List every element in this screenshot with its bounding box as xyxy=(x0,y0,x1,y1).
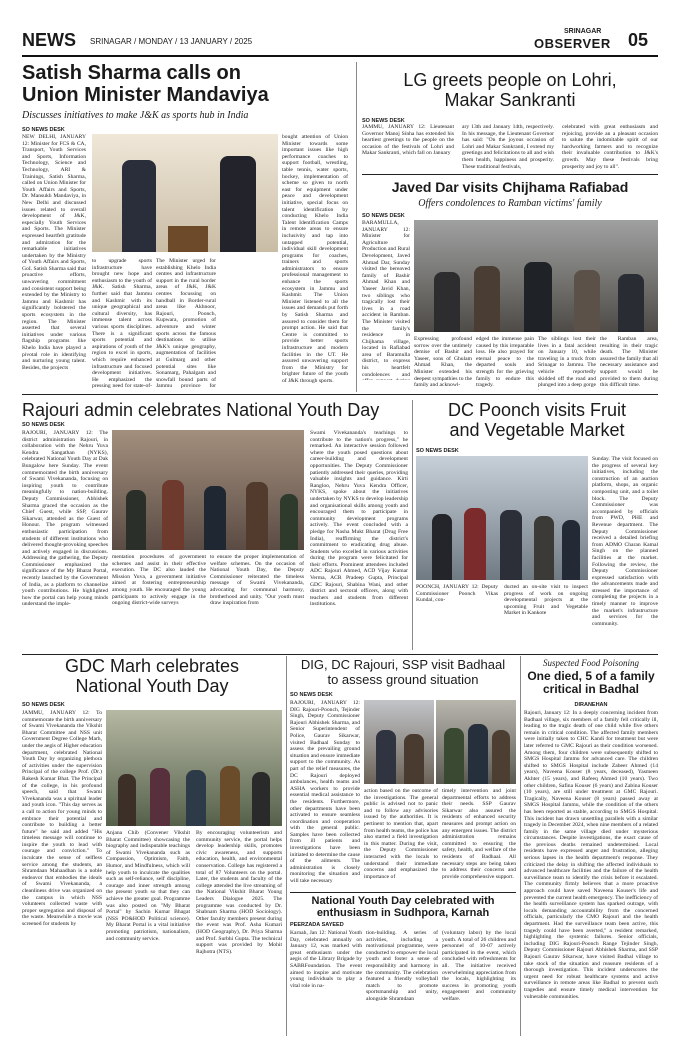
header-rule xyxy=(22,55,658,57)
a7-col2: action based on the outcome of the investigations. The general public is advised not to panic and to follow any advisories issued by the authorities. It is pertinent to mention that, apart from health teams, the police has also started a field investigation in this matter. During the visit, the Deputy Commissioner interacted with the locals to understand their immediate concerns and emphasized the importance of xyxy=(364,788,438,880)
a5-col1: POONCH, JANUARY 12: Deputy Commissioner Poonch Vikas Kundal, con- xyxy=(416,584,498,604)
divider xyxy=(520,656,521,1036)
a4-headline: Rajouri admin celebrates National Youth Day xyxy=(22,400,380,420)
a3-headline: Javed Dar visits Chijhama Rafiabad xyxy=(391,179,629,195)
a5-col3: Sunday. The visit focused on the progress of several key initiatives, including the construction of an auction platform, shops, an organic composting unit, and a toilet block. The Deputy Commissioner was accompanied by officials from PWD, PHE and Revenue department. The Deputy Commissioner received a detailed briefing from ADMO Charan Kamal Singh on the planned facilities at the market. Following the review, the Deputy Commissioner expressed satisfaction with the advancements made and stressed the importance of completing the projects in a timely manner to improve the market's infrastructure and services for the community. xyxy=(592,456,658,627)
a6-headline xyxy=(22,656,282,696)
a1-col4: bought attention of Union Minister towards some important issues like high performance coaches to support football, wrestling, table tennis, water sports, hockey, implementation of scheme so given to north east for equipment under peace and development initiative, special focus on talent identification by conducting Khelo India Talent Identification Camps in remote areas to ensure inclusivity and tap into untapped potential, individual skill development programs for coaches, trainers and sports administrators to ensure professional management to enhance the sports ecosystem in Jammu and Kashmir. The Union Minister listened to all the issues and demands put forth by Satish Sharma and assured to consider them for prompt action. He said that Centre is committed to provide better sports infrastructure and modern facilities in the UT. He assured unwavering support from the Ministry for brighter future of the youth of J&K through sports. xyxy=(282,134,348,384)
a3-col5: the Ramban area, resulting in their tragic death. The Minister assured the family that all necessary assistance and support would be provided to them during this difficult time. xyxy=(600,336,658,389)
a4-photo xyxy=(112,430,304,550)
a2-headline-line1: LG greets people on Lohri, xyxy=(403,70,617,90)
a5-headline xyxy=(416,400,658,440)
a2-col2: ary 13th and January 14th, respectively. In his message, the Lieutenant Governor has said: "On the joyous occasion of Lohri and Makar Sankranti, I extend my greetings and felicitations to all and wish them health, happiness and prosperity. These traditional festivals, xyxy=(462,124,554,170)
divider xyxy=(286,656,287,1036)
a7-col3: timely intervention and joint departmental efforts to address their needs. SSP Gaurav Sikarwar also assured the residents of enhanced security measures and prompt action on any emergent issues. The district administration remains committed to ensuring the safety, health, and welfare of the residents of Badhaal. All necessary steps are being taken to address their concerns and provide comprehensive support. xyxy=(442,788,516,880)
a1-desk: SO NEWS DESK xyxy=(22,127,65,133)
section-label: NEWS xyxy=(22,30,76,50)
a3-col3: edged the immense pain caused by this irreparable loss. He also prayed for eternal peace to the departed souls and strength for the grieving family to endure this tragedy. xyxy=(476,336,534,389)
a7-desk: SO NEWS DESK xyxy=(290,692,333,698)
a9-headline-line2: critical in Badhal xyxy=(542,682,640,697)
a6-col2: Anjana Chib (Convener Vikshit Bharat Committee) showcasing the biography and indisputable teachings of Swami Vivekananda such as Compassion, Optimism, Faith, Humor, and Mindfulness, which will help youth to inculcate the qualities such as self-reliance, self discipline, courage and inner strength among the present youth so that they can achieve the greater goal. Programme was also posted on "My Bharat Portal" by Sachin Kumar Bhagat (NSS PO&HOD Political science). My Bharat Portal is a vital initiative promoting patriotism, nationalism, and community service. xyxy=(106,830,190,942)
a2-headline-line2: Makar Sankranti xyxy=(444,90,576,111)
page-header xyxy=(0,0,680,51)
a6-photo xyxy=(106,710,282,826)
a6-headline-line2: National Youth Day xyxy=(75,676,229,697)
a3-col4: The siblings lost their lives in a fatal accident on January 10, while traveling in a truck from Srinagar to Jammu. The vehicle reportedly skidded off the road and plunged into a deep gorge xyxy=(538,336,596,389)
a9-headline-line1: One died, 5 of a family xyxy=(527,669,655,683)
dateline: SRINAGAR / MONDAY / 13 JANUARY / 2025 xyxy=(90,37,253,46)
a1-headline-line2: Union Minister Mandaviya xyxy=(22,84,269,107)
a2-desk: SO NEWS DESK xyxy=(362,118,405,124)
a4-col4: Swami Vivekananda's teachings to contribute to the nation's progress," he remarked. An interactive session followed where the youth posed questions about career-building and development opportunities. The Deputy Commissioner patiently addressed their queries, providing valuable insights and guidance. Kirti Rangloo, Nehru Yuva Kendra Officer, NYKS, spoke about the initiatives undertaken by NYKS to develop leadership and organisational skills among youth and encouraged them to participate in community development programs actively. The event concluded with a pledge for Nasha Mukt Bharat (Drug Free India), reaffirming the district's commitment to eradicating drug abuse. Students who excelled in various activities during the program were felicitated for their efforts. Prominent attendees included ADC Rajouri Ahmed, ACD Vijay Kumar Verma, ACR Pradeep Gupta, Principal GDC Rajouri, Shabina Wani, and other district and sectoral officers, along with teachers and students from different institutions. xyxy=(310,430,408,608)
a2-headline xyxy=(362,70,658,110)
a7-photo-1 xyxy=(364,700,434,784)
a7-photo-2 xyxy=(436,700,516,784)
a7-headline-line1: DIG, DC Rajouri, SSP visit Badhaal xyxy=(300,657,506,672)
a2-col1: JAMMU, JANUARY 12: Lieutenant Governor Manoj Sinha has extended his heartiest greetings to the people on the occasion of the festivals of Lohri and Makar Sankranti, which fall on January xyxy=(362,124,454,157)
a3-desk: SO NEWS DESK xyxy=(362,213,405,219)
a4-col2: mentation procedures of government schemes and assist in their effective execution. The DC also lauded the Mission Yuva, a government initiative aimed at fostering entrepreneurship among youth. He encouraged the young participants to actively engage in the ongoing district-wide surveys xyxy=(112,554,206,607)
a6-col3: By encouraging volunteerism and community service, the portal helps develop leadership skills, promotes civic awareness, and supports education, health, and environmental conservation. College has registered a total of 87 Volunteers on the portal. Later, the students and faculty of the college attended the live streaming of the National Vikshit Bharat Young Leaders Dialogue 2025. The programme was conducted by Dr. Shabnam Sharma (HOD Sociology). Other faculty members present during the event was Prof. Asha Kumari (HOD Geography), Dr. Priya Sharma and Prof. Surbhi Gupta. The technical support was provided by Mohit Rajhotra (NTS). xyxy=(196,830,282,955)
divider xyxy=(22,394,658,395)
a7-headline-line2: to assess ground situation xyxy=(327,671,479,687)
a5-photo xyxy=(416,456,588,580)
a5-desk: SO NEWS DESK xyxy=(416,448,459,454)
a8-headline xyxy=(290,895,516,920)
a5-col2: ducted an on-site visit to inspect progress of work on ongoing developmental projects at the upcoming Fruit and Vegetable Market in Kankote xyxy=(504,584,588,617)
divider xyxy=(290,892,516,893)
a4-desk: SO NEWS DESK xyxy=(22,422,65,428)
a6-col1: JAMMU, JANUARY 12: To commemorate the birth anniversary of Swami Vivekananda the Vikshit Bharat Committee and NSS unit Government Degree College Marh, under the aegis of Higher education department, celebrated National Youth Day by organizing plethora of activities under the supervision Principal of the college Prof. (Dr.) Rakesh Kumar Bhat. The Principal of the college, in his profound speech, said that Swami Vivekananda was a spiritual leader and youth icon. "This day serves as a call to action for young minds to embrace their potential and contribute to building a better future" he said and added "His timeless message will continue to inspire the youth to lead with courage and conviction." To inculcate the sense of selfless service among the students, an Shramdaan Mahaadhan is a noble endeavor that embodies the ideals of Swami Vivekananda, a cleanliness drive was organized on the campus in which NSS volunteers collected waste with proper segregation and disposal of the waste. Meanwhile a movie was screened for students by xyxy=(22,710,102,927)
a3-deck: Offers condolences to Ramban victims' family xyxy=(418,198,602,209)
a7-col1: RAJOURI, JANUARY 12: DIG Rajouri-Poonch, Tejinder Singh, Deputy Commissioner Rajouri Abhishek Sharma, and Senior Superintendent of Police, Gaurav Sikarwar, visited Badhaal Sunday to assess the prevailing ground situation and ensure immediate support to the community. As part of the relief measures, the DC Rajouri deployed ambulances, health teams and ASHA workers to provide essential medical assistance to the residents. Furthermore, other departments have been activated to ensure seamless coordination and cooperation with the general public. Samples have been collected from ill patients and investigations have been initiated to determine the cause of the ailments. The administration is closely monitoring the situation and will take necessary xyxy=(290,700,360,885)
a1-col1: NEW DELHI, JANUARY 12: Minister for FCS & CA, Transport, Youth Services and Sports, Information Technology, Science and Technology, ARI & Trainings, Satish Sharma, called on Union Minister for Youth Affairs and Sports, Dr. Mansukh Mandaviya, in New Delhi and discussed issues related to overall development of J&K, especially Youth Services and Sports. The Minister expressed heartfelt gratitude and admiration for the remarkable initiatives undertaken by the Ministry of Youth Affairs and Sports, GoI. Satish Sharma said that proactive efforts, unwavering commitment and consistent support being extended by the Ministry to Jammu and Kashmir has significantly bolstered the sports ecosystem in the region. The Minister asserted that several initiatives under various flagship programs like Khelo India have played a pivotal role in identifying and nurturing young talent. Besides, the projects xyxy=(22,134,86,371)
brand-city: SRINAGAR xyxy=(564,28,602,35)
a6-headline-line1: GDC Marh celebrates xyxy=(64,656,240,676)
a3-col1: BARAMULLA, JANUARY 12: Minister for Agriculture Production and Rural Development, Javed Ahmad Dar, Sunday visited the bereaved family of Bashir Ahmad Khan and Yaseer Javid Khan, two siblings who tragically lost their lives in a road accident in Ramban. The Minister visited the family's residence in Chijhama village, located in Rafiabad area of Baramulla district, to express his heartfelt condolences and xyxy=(362,220,410,378)
a1-deck: Discusses initiatives to make J&K as sports hub in India xyxy=(22,110,249,121)
divider xyxy=(356,62,357,392)
a8-headline-line2: enthusiasm in Sudhpora, Karnah xyxy=(316,907,490,920)
brand-logo: OBSERVER xyxy=(534,36,611,51)
a8-headline-line1: National Youth Day celebrated with xyxy=(311,895,495,907)
a4-col1: RAJOURI, JANUARY 12: The district administration Rajouri, in collaboration with the Nehru Yuva Kendra Sangathan (NYKS), celebrated National Youth Day at Dak Bungalow here Sunday. The event commemorated the birth anniversary of Swami Vivekananda, focusing on inspiring youth to contribute meaningfully to nation-building. Deputy Commissioner, Abhishek Sharma graced the occasion as the Chief Guest, while SSP, Gaurav Sikarwar, attended as the Guest of Honour. The program witnessed enthusiastic participation from students of different institutions who delivered thought-provoking speeches and actively engaged in discussions. Addressing the gathering, the Deputy Commissioner emphasized the significance of the My Bharat Portal, recently launched by the Government of India, as a platform to channelize youth contributions. He highlighted how the portal can help young minds understand the imple- xyxy=(22,430,108,608)
a2-col3: celebrated with great enthusiasm and rejoicing, provide an a pleasant occasion to salute the indomitable spirit of our hardworking farmers and to recognize their invaluable contribution to J&K's growth. May these festivals bring prosperity and joy to all". xyxy=(562,124,658,170)
a1-headline xyxy=(22,62,352,107)
a1-col2: to upgrade sports infrastructure have brought new hope and enthusiasm to the youth of J&K. Satish Sharma, further said that Jammu and Kashmir with its unique geographical and cultural diversity, has immense talent across various sports disciplines. There is a significant sports potential and aspirations of youth of the region to excel in sports, which require enhanced infrastructure and focused development initiatives. He emphasized the pressing need for state-of- xyxy=(92,258,152,388)
a8-col3: (voluntary labor) by the local youth. A total of 26 children and personnel of 10-07 actively participated in the event, which concluded with refreshments for all. The initiative received overwhelming appreciation from the locals, highlighting its success in promoting youth engagement and community welfare. xyxy=(442,930,516,1002)
a4-col3: to ensure the proper implementation of welfare schemes. On the occasion of National Youth Day, the Deputy Commissioner reiterated the timeless message of Swami Vivekananda, advocating for communal harmony, brotherhood and unity. "Our youth must draw inspiration from xyxy=(210,554,304,607)
a9-col1: Rajouri, January 12: In a deeply concerning incident from Badhaal village, six members of a family fell critically ill, leading to the tragic death of one child while five others remain in critical condition. The affected family members were initially taken to CHC Kandi for treatment but were later referred to GMC Rajouri as their condition worsened. Among them, four children were subsequently shifted to SMGS Hospital Jammu for advanced care. The children shifted to SMGS Hospital include Zabeer Ahmed (14 years), Naveena Kouser (8 years, deceased), Yasmeen Akhter (15 years), and Rafeeq Ahmed (10 years). Two other children, Safina Kouser (6 years) and Zabina Kouser (10 years), are still under treatment at GMC Rajouri. Tragically, Naveena Kouser (8 years) passed away at SMGS Hospital Jammu, while the condition of the others has been reported as stable, according to SMGS Hospital. This incident has drawn unsettling parallels with a similar tragedy in December 2024, when nine members of a related family in the same village died under mysterious circumstances. Despite investigations, the exact cause of the previous deaths remained undetermined. Local residents have expressed anger and frustration, alleging serious lapses in the health department's response. They criticized the delay in shifting the affected individuals to advanced healthcare facilities and the failure of the health surveillance team to identify the crisis before it escalated. The community firmly believes that a more proactive approach could have saved Naveena Kouser's life and prevented the current health emergency. The inefficiency of the health surveillance system has sparked outrage, with locals demanding accountability from the concerned officials, particularly the CMO Rajouri and the health department. Had the surveillance team been active, this tragedy could have been averted," a resident remarked, highlighting the systemic failures. Senior officials, including DIG Rajouri-Poonch Range Tejinder Singh, Deputy Commissioner Rajouri Abhishek Sharma, and SSP Rajouri Gaurav Sikarwar, have visited Badhal village to take stock of the situation and reassure residents of a thorough investigation. This incident underscores the urgent need for robust healthcare systems and active surveillance in remote areas like Badhal to prevent such tragedies and ensure timely medical intervention for vulnerable communities. xyxy=(524,710,658,1000)
a3-photo xyxy=(414,220,658,332)
a3-col2: Expressing profound sorrow over the untimely demise of Bashir and Yaseer, sons of Ghulam Ahmad Khan, the Minister extended his deepest sympathies to the family and acknowl- xyxy=(414,336,472,389)
a5-headline-line1: DC Poonch visits Fruit xyxy=(447,400,627,420)
a6-desk: SO NEWS DESK xyxy=(22,702,65,708)
a1-headline-line1: Satish Sharma calls on xyxy=(22,62,241,84)
a9-kicker: Suspected Food Poisoning xyxy=(543,658,639,668)
a9-headline xyxy=(524,670,658,697)
a8-col1: Karnah, Jan 12: National Youth Day, celebrated annually on January 12, was marked with great enthusiasm under the aegis of the Library Brigade by SABRFoundation. The event aimed to inspire and motivate young individuals to play a vital role in na- xyxy=(290,930,362,989)
a7-headline xyxy=(290,658,516,687)
divider xyxy=(412,400,413,650)
a9-desk: DIRANEHAN xyxy=(574,702,608,708)
a1-photo xyxy=(92,134,278,252)
a5-headline-line2: and Vegetable Market xyxy=(449,420,625,441)
divider xyxy=(362,174,658,175)
a1-col3: The Minister urged for establishing Khelo India centres and infrastructure support in the rural border areas of J&K, J&K centres focussing on handball in Border-rural areas like Akhnoor, Rajouri, Poonch, Kupwara, promotion of adventure and winter sports across the famous destinations to utilise J&K's unique geography, augmentation of facilities at Gulmarg and other potential sites like Sonamarg, Pahalgam and snowfall bound parts of Jammu province for xyxy=(156,258,216,388)
divider xyxy=(22,654,658,655)
a8-desk: PEERZADA SAYEED xyxy=(290,922,344,928)
a8-col2: tion-building. A series of activities, including a motivational programme, were conducted to empower the local youth and foster a sense of responsibility and harmony in the community. The celebration featured a friendly volleyball match to promote sportsmanship and unity, alongside Shramdaan xyxy=(366,930,438,1002)
page-number: 05 xyxy=(628,30,649,50)
